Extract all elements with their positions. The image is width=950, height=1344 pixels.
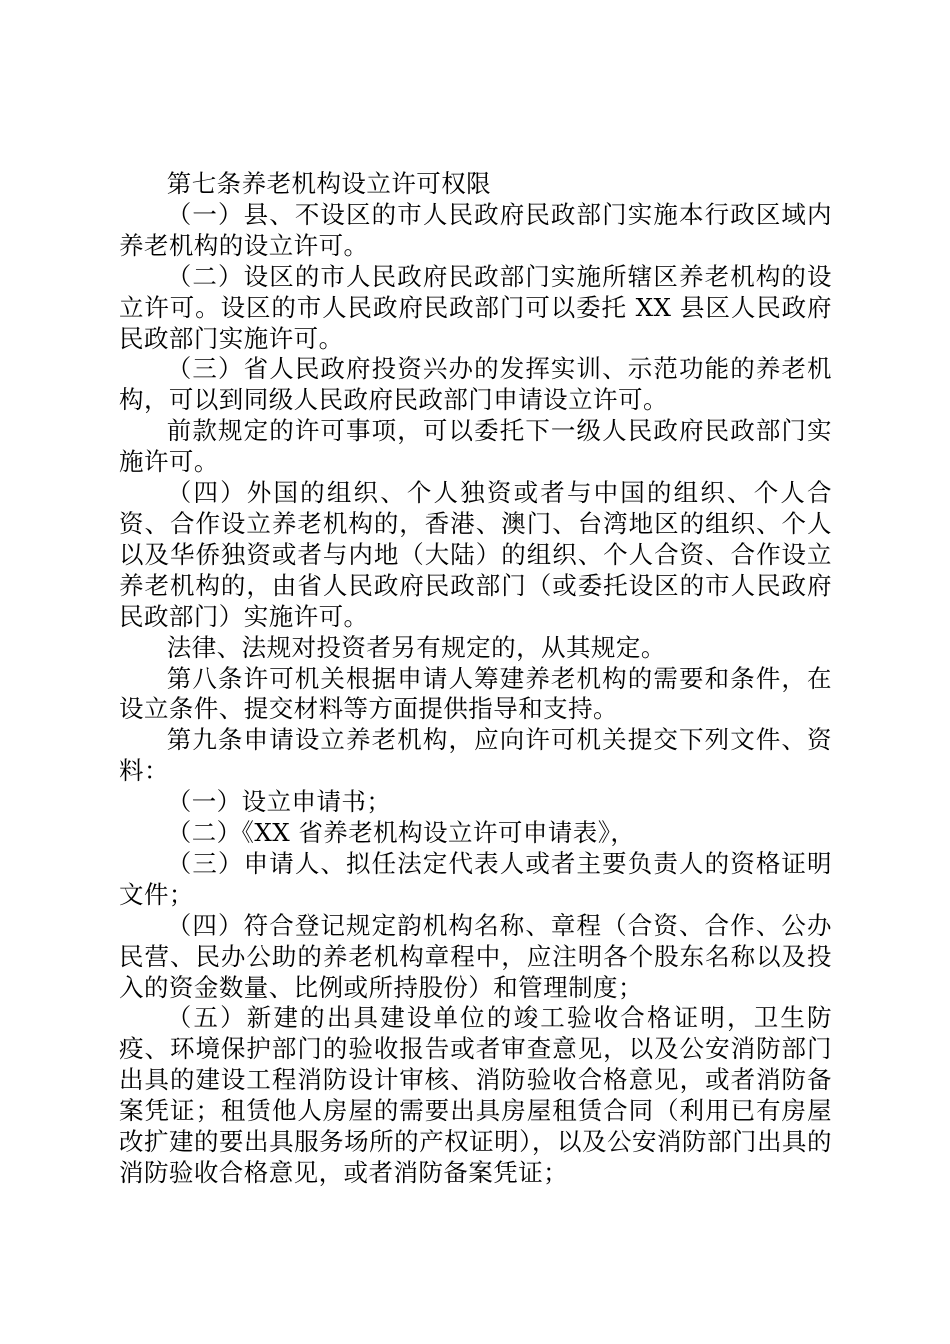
article-7-heading: 第七条养老机构设立许可权限 <box>166 169 492 198</box>
article-9-item-2: （二）《XX 省养老机构设立许可申请表》， <box>166 818 636 848</box>
article-7-note-delegation: 前款规定的许可事项，可以委托下一级人民政府民政部门实施许可。 <box>119 416 832 477</box>
article-9-item-4: （四）符合登记规定韵机构名称、章程（合资、合作、公办民营、民办公助的养老机构章程中，应注明各个股东名称以及投入的资金数量、比例或所持股份）和管理制度； <box>119 910 832 1002</box>
article-9-heading: 第九条申请设立养老机构，应向许可机关提交下列文件、资料： <box>119 725 832 786</box>
article-7-item-2: （二）设区的市人民政府民政部门实施所辖区养老机构的设立许可。设区的市人民政府民政部门可以委托 XX 县区人民政府民政部门实施许可。 <box>119 261 832 353</box>
document-page <box>119 169 832 1189</box>
article-9-item-1: （一）设立申请书； <box>166 787 392 817</box>
article-8: 第八条许可机关根据申请人筹建养老机构的需要和条件，在设立条件、提交材料等方面提供指导和支持。 <box>119 663 832 724</box>
article-7-note-investors: 法律、法规对投资者另有规定的，从其规定。 <box>166 632 666 662</box>
article-7-item-1: （一）县、不设区的市人民政府民政部门实施本行政区域内养老机构的设立许可。 <box>119 199 832 260</box>
article-7-item-3: （三）省人民政府投资兴办的发挥实训、示范功能的养老机构，可以到同级人民政府民政部门申请设立许可。 <box>119 354 832 415</box>
article-9-item-5: （五）新建的出具建设单位的竣工验收合格证明，卫生防疫、环境保护部门的验收报告或者审查意见，以及公安消防部门出具的建设工程消防设计审核、消防验收合格意见，或者消防备案凭证；租赁他人房屋的需要出具房屋租赁合同（利用已有房屋改扩建的要出具服务场所的产权证明），以及公安消防部门出具的消防验收合格意见，或者消防备案凭证； <box>119 1003 832 1187</box>
article-7-item-4: （四）外国的组织、个人独资或者与中国的组织、个人合资、合作设立养老机构的，香港、澳门、台湾地区的组织、个人以及华侨独资或者与内地（大陆）的组织、个人合资、合作设立养老机构的，由省人民政府民政部门（或委托设区的市人民政府民政部门）实施许可。 <box>119 478 832 631</box>
article-9-item-3: （三）申请人、拟任法定代表人或者主要负责人的资格证明文件； <box>119 848 832 909</box>
